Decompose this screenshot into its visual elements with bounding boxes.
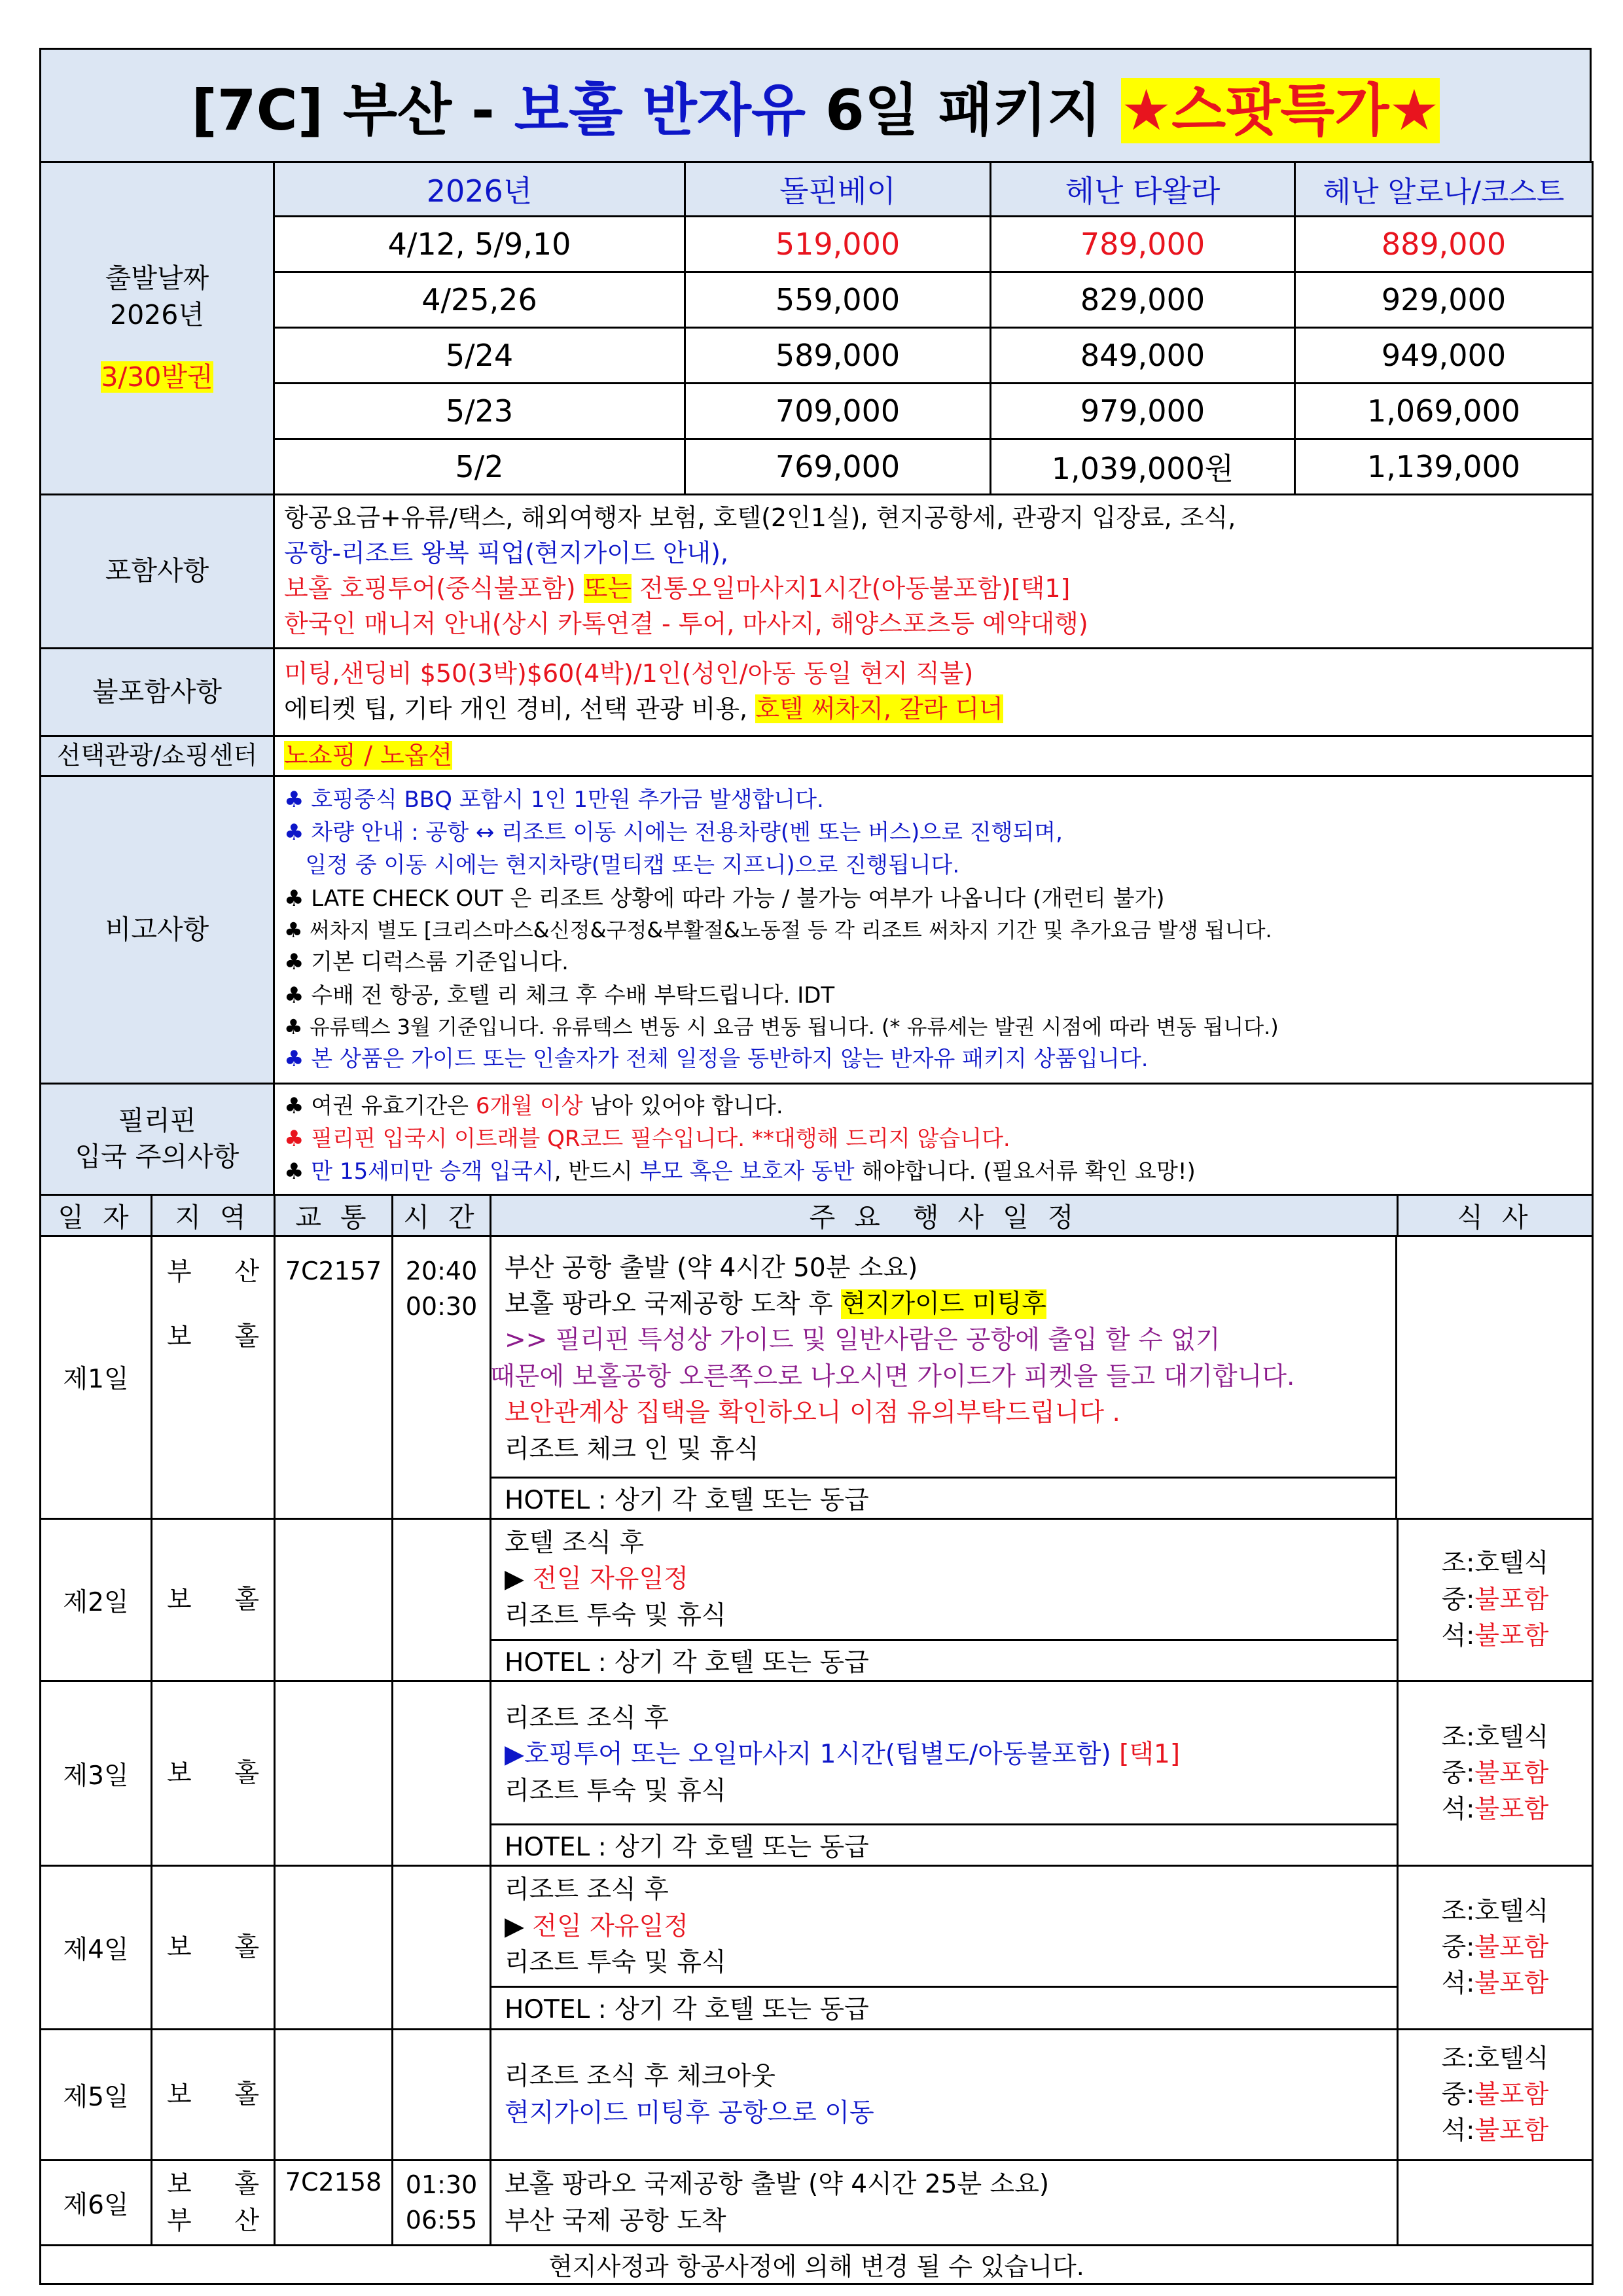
included-line: 한국인 매니저 안내(상시 카톡연결 - 투어, 마사지, 해양스포츠등 예약대행)	[284, 609, 1088, 638]
day-label: 제5일	[41, 2030, 152, 2161]
hotel-line: HOTEL : 상기 각 호텔 또는 동급	[491, 1639, 1397, 1680]
price-value: 789,000	[991, 217, 1295, 272]
itinerary-day	[41, 1681, 1593, 1866]
schedule-line: 리조트 체크 인 및 휴식	[505, 1434, 759, 1464]
included-line: 공항-리조트 왕복 픽업(현지가이드 안내),	[284, 538, 729, 567]
title-suffix: 6일 패키지	[806, 78, 1122, 143]
excluded-line: 에티켓 팁, 기타 개인 경비, 선택 관광 비용, 호텔 써차지, 갈라 디너	[284, 694, 1003, 724]
schedule-line: 리조트 조식 후 체크아웃	[505, 2062, 776, 2092]
meal-info: 조:호텔식 중:불포함 석:불포함	[1398, 2030, 1593, 2161]
day-schedule	[491, 1866, 1398, 2030]
itinerary-day	[41, 2161, 1593, 2246]
schedule-line: 리조트 투숙 및 휴식	[505, 1776, 726, 1806]
day-region: 부 산 보 홀	[152, 1236, 275, 1518]
schedule-line: 리조트 조식 후	[505, 1875, 669, 1905]
entry-line: ♣ 여권 유효기간은 6개월 이상 남아 있어야 합니다.	[284, 1092, 783, 1119]
price-value: 949,000	[1295, 328, 1593, 384]
day-schedule	[491, 2030, 1398, 2161]
remark-line: 일정 중 이동 시에는 현지차량(멀티캡 또는 지프니)으로 진행됩니다.	[284, 852, 960, 879]
schedule-line: 보안관계상 집택을 확인하오니 이점 유의부탁드립니다 .	[505, 1398, 1120, 1428]
price-value: 829,000	[991, 272, 1295, 328]
flight-number	[275, 2030, 393, 2161]
schedule-line: 리조트 투숙 및 휴식	[505, 1947, 726, 1977]
remark-line: ♣ 기본 디럭스룸 기준입니다.	[284, 949, 569, 976]
day-schedule	[491, 1236, 1593, 1518]
price-value: 1,039,000원	[991, 439, 1295, 495]
price-date: 4/12, 5/9,10	[274, 217, 685, 272]
itinerary-day	[41, 1866, 1593, 2030]
day-region: 보 홀	[152, 1681, 275, 1866]
included-content	[274, 495, 1593, 649]
flight-number: 7C2157	[275, 1236, 393, 1518]
price-header-year: 2026년	[274, 162, 685, 217]
departure-year: 2026년	[110, 298, 204, 331]
brochure-sheet	[39, 48, 1592, 2285]
flight-times: 20:40 00:30	[393, 1236, 491, 1518]
schedule-line: 때문에 보홀공항 오른쪽으로 나오시면 가이드가 피켓을 들고 대기합니다.	[490, 1361, 1295, 1391]
price-value: 889,000	[1295, 217, 1593, 272]
schedule-line: ▶ 전일 자유일정	[505, 1564, 688, 1594]
remark-line: ♣ 본 상품은 가이드 또는 인솔자가 전체 일정을 동반하지 않는 반자유 패키지 상품입니다.	[284, 1046, 1149, 1073]
included-label: 포함사항	[41, 495, 274, 649]
flight-number: 7C2158	[275, 2161, 393, 2246]
departure-label: 출발날짜	[105, 262, 209, 295]
entry-line: ♣ 필리핀 입국시 이트래블 QR코드 필수입니다. **대행해 드리지 않습니다.	[284, 1126, 1010, 1153]
entry-line: ♣ 만 15세미만 승객 입국시, 반드시 부모 혹은 보호자 동반 해야합니다. (필요서류 확인 요망!)	[284, 1158, 1196, 1185]
price-header-henann-alona: 헤난 알로나/코스트	[1295, 162, 1593, 217]
meal-info	[1398, 2161, 1593, 2246]
remark-line: ♣ 써차지 별도 [크리스마스&신정&구정&부활절&노동절 등 각 리조트 써차지 기간 및 추가요금 발생 됩니다.	[284, 918, 1272, 943]
page-title	[41, 49, 1591, 162]
price-value: 519,000	[685, 217, 991, 272]
title-table	[39, 48, 1592, 163]
included-line: 항공요금+유류/택스, 해외여행자 보험, 호텔(2인1실), 현지공항세, 관광지 입장료, 조식,	[284, 503, 1236, 532]
meal-info: 조:호텔식 중:불포함 석:불포함	[1398, 1866, 1593, 2030]
remark-line: ♣ 수배 전 항공, 호텔 리 체크 후 수배 부탁드립니다. IDT	[284, 982, 835, 1009]
day-region: 보 홀 부 산	[152, 2161, 275, 2246]
schedule-line: 보홀 팡라오 국제공항 도착 후 현지가이드 미팅후	[505, 1289, 1046, 1319]
schedule-line: 리조트 투숙 및 휴식	[505, 1600, 726, 1630]
price-value: 1,139,000	[1295, 439, 1593, 495]
footer-notice: 현지사정과 항공사정에 의해 변경 될 수 있습니다.	[41, 2245, 1593, 2284]
excluded-label: 불포함사항	[41, 648, 274, 736]
schedule-line: 부산 국제 공항 도착	[505, 2206, 726, 2236]
price-value: 849,000	[991, 328, 1295, 384]
remark-line: ♣ 차량 안내 : 공항 ↔ 리조트 이동 시에는 전용차량(벤 또는 버스)으로 진행되며,	[284, 819, 1063, 846]
price-value: 979,000	[991, 384, 1295, 439]
price-date: 4/25,26	[274, 272, 685, 328]
col-header-time: 시 간	[393, 1194, 491, 1236]
hotel-line: HOTEL : 상기 각 호텔 또는 동급	[491, 1477, 1395, 1518]
remark-line: ♣ 유류텍스 3월 기준입니다. 유류텍스 변동 시 요금 변동 됩니다. (* 유류세는 발권 시점에 따라 변동 됩니다.)	[284, 1014, 1279, 1040]
title-destination: 보홀 반자유	[514, 78, 806, 143]
schedule-line: 부산 공항 출발 (약 4시간 50분 소요)	[505, 1253, 918, 1283]
day-region: 보 홀	[152, 1866, 275, 2030]
schedule-line: 현지가이드 미팅후 공항으로 이동	[505, 2098, 874, 2128]
ticket-date-badge: 3/30발권	[101, 361, 213, 393]
options-content	[274, 736, 1593, 776]
itinerary-table	[39, 1194, 1594, 2285]
price-value: 769,000	[685, 439, 991, 495]
schedule-line: 보홀 팡라오 국제공항 출발 (약 4시간 25분 소요)	[505, 2170, 1050, 2200]
meal-info: 조:호텔식 중:불포함 석:불포함	[1398, 1681, 1593, 1866]
hotel-line: HOTEL : 상기 각 호텔 또는 동급	[491, 1823, 1397, 1865]
excluded-line: 미팅,샌딩비 $50(3박)$60(4박)/1인(성인/아동 동일 현지 직불)	[284, 659, 974, 689]
flight-number	[275, 1681, 393, 1866]
departure-label-cell	[41, 162, 274, 495]
entry-notice-content	[274, 1083, 1593, 1194]
remark-line: ♣ LATE CHECK OUT 은 리조트 상황에 따라 가능 / 불가능 여부가 나옵니다 (개런티 불가)	[284, 885, 1165, 912]
day-label: 제2일	[41, 1518, 152, 1681]
remark-line: ♣ 호핑중식 BBQ 포함시 1인 1만원 추가금 발생합니다.	[284, 786, 824, 813]
col-header-region: 지 역	[152, 1194, 275, 1236]
day-label: 제6일	[41, 2161, 152, 2246]
flight-times	[393, 1518, 491, 1681]
remarks-content	[274, 776, 1593, 1083]
excluded-content	[274, 648, 1593, 736]
col-header-schedule: 주 요 행 사 일 정	[491, 1194, 1398, 1236]
price-date: 5/23	[274, 384, 685, 439]
schedule-line: ▶호핑투어 또는 오일마사지 1시간(팁별도/아동불포함) [택1]	[505, 1740, 1181, 1770]
flight-number	[275, 1866, 393, 2030]
col-header-day: 일 자	[41, 1194, 152, 1236]
options-label: 선택관광/쇼핑센터	[41, 736, 274, 776]
schedule-line: ▶ 전일 자유일정	[505, 1911, 688, 1941]
entry-notice-label: 필리핀 입국 주의사항	[41, 1083, 274, 1194]
day-schedule	[491, 1518, 1398, 1681]
remarks-label: 비고사항	[41, 776, 274, 1083]
price-date: 5/24	[274, 328, 685, 384]
schedule-line: >> 필리핀 특성상 가이드 및 일반사람은 공항에 출입 할 수 없기	[505, 1325, 1221, 1355]
day-label: 제4일	[41, 1866, 152, 2030]
price-value: 589,000	[685, 328, 991, 384]
flight-times	[393, 2030, 491, 2161]
day-label: 제3일	[41, 1681, 152, 1866]
itinerary-day	[41, 1518, 1593, 1681]
price-header-dolphin-bay: 돌핀베이	[685, 162, 991, 217]
meal-info: 조:호텔식 중:불포함 석:불포함	[1398, 1518, 1593, 1681]
day-region: 보 홀	[152, 1518, 275, 1681]
flight-times	[393, 1681, 491, 1866]
day-schedule	[491, 2161, 1398, 2246]
flight-times	[393, 1866, 491, 2030]
price-value: 559,000	[685, 272, 991, 328]
title-special-badge: ★스팟특가★	[1121, 78, 1440, 143]
title-prefix: [7C] 부산 -	[191, 78, 514, 143]
flight-number	[275, 1518, 393, 1681]
day-region: 보 홀	[152, 2030, 275, 2161]
hotel-line: HOTEL : 상기 각 호텔 또는 동급	[491, 1986, 1397, 2027]
day-schedule	[491, 1681, 1398, 1866]
col-header-meal: 식 사	[1398, 1194, 1593, 1236]
itinerary-day	[41, 1236, 1593, 1518]
price-date: 5/2	[274, 439, 685, 495]
col-header-transport: 교 통	[275, 1194, 393, 1236]
included-line: 보홀 호핑투어(중식불포함) 또는 전통오일마사지1시간(아동불포함)[택1]	[284, 573, 1071, 603]
day-label: 제1일	[41, 1236, 152, 1518]
info-table	[39, 161, 1594, 1196]
schedule-line: 호텔 조식 후	[505, 1528, 645, 1558]
price-header-henann-tawala: 헤난 타왈라	[991, 162, 1295, 217]
price-value: 709,000	[685, 384, 991, 439]
price-value: 929,000	[1295, 272, 1593, 328]
flight-times: 01:30 06:55	[393, 2161, 491, 2246]
options-value: 노쇼핑 / 노옵션	[284, 740, 453, 770]
schedule-line: 리조트 조식 후	[505, 1704, 669, 1734]
itinerary-day	[41, 2030, 1593, 2161]
price-value: 1,069,000	[1295, 384, 1593, 439]
